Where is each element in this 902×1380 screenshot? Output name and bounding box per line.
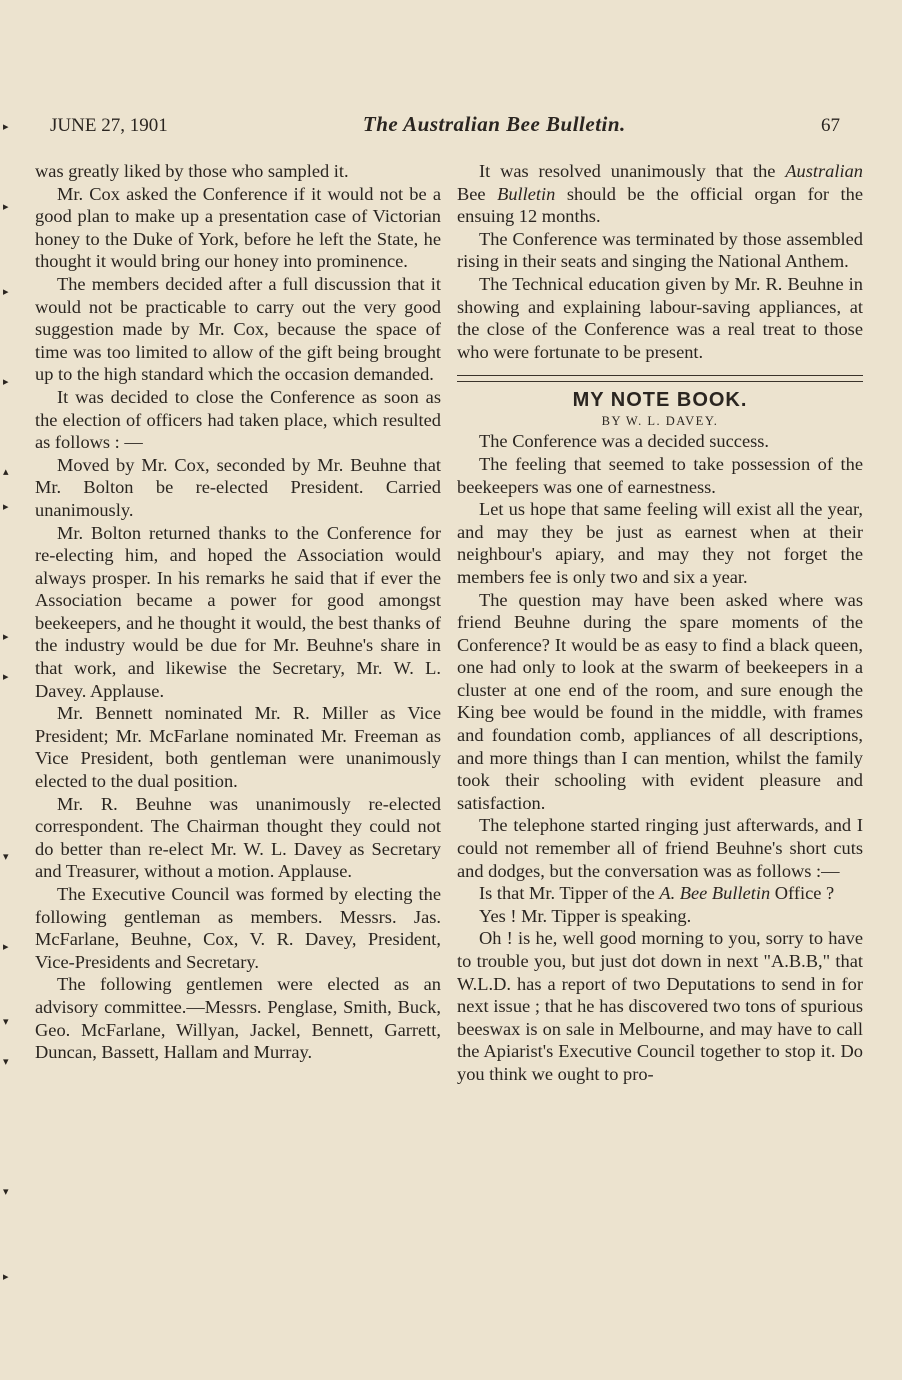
- margin-mark: ▸: [3, 201, 9, 213]
- margin-mark: ▸: [3, 671, 9, 683]
- paragraph: The Technical education given by Mr. R. Beuhne in showing and explaining labour-saving appliances, at the close of the Conference was a real treat to those who were fortunate to be present.: [457, 273, 863, 362]
- paragraph: [457, 160, 863, 228]
- margin-mark: ▸: [3, 631, 9, 643]
- paragraph: Mr. Cox asked the Conference if it would not be a good plan to make up a presentation case of Victorian honey to the Duke of York, before he left the State, he thought it would bring our honey into prominence.: [35, 183, 441, 272]
- paragraph: The telephone started ringing just afterwards, and I could not remember all of friend Beuhne's short cuts and dodges, but the conversation was as follows :—: [457, 815, 863, 881]
- margin-mark: ▾: [3, 1186, 9, 1198]
- paragraph: Moved by Mr. Cox, seconded by Mr. Beuhne that Mr. Bolton be re-elected President. Carried unanimously.: [35, 454, 441, 520]
- byline: BY W. L. DAVEY.: [601, 414, 719, 429]
- text-span: Office ?: [774, 883, 835, 904]
- paragraph: The following gentlemen were elected as an advisory committee.—Messrs. Penglase, Smith, Buck, Geo. McFarlane, Willyan, Jackel, Bennett, Garrett, Duncan, Bassett, Hallam and Murray.: [35, 974, 441, 1063]
- right-column: [457, 160, 863, 1086]
- paragraph: The Conference was a decided success.: [479, 431, 770, 452]
- header-page-number: 67: [820, 115, 840, 136]
- left-column: [35, 160, 441, 1064]
- margin-mark: ▾: [3, 851, 9, 863]
- text-span: Bee: [457, 183, 486, 204]
- italic-text: Bulletin: [497, 183, 556, 204]
- paragraph: The question may have been asked where was friend Beuhne during the spare moments of the Conference? It would be as easy to find a black queen, one had only to look at the swarm of beekeepers in a cluster at one end of the room, and sure enough the King bee would be found in the middle, with frames and foundation comb, appliances of all descriptions, and more things than I can mention, whilst the family took their schooling with evident pleasure and satisfaction.: [457, 589, 863, 813]
- italic-text: Australian: [785, 161, 863, 181]
- paragraph: was greatly liked by those who sampled it.: [35, 161, 349, 181]
- text-span: should be the official organ for the ensuing 12 months.: [457, 183, 863, 227]
- margin-mark: ▸: [3, 1271, 9, 1283]
- margin-mark: ▾: [3, 1016, 9, 1028]
- paragraph: Mr. Bennett nominated Mr. R. Miller as Vice President; Mr. McFarlane nominated Mr. Freeman as Vice President, both gentleman were unanimously elected to the dual position.: [35, 703, 441, 792]
- header-title: The Australian Bee Bulletin.: [362, 112, 626, 136]
- header-date: JUNE 27, 1901: [50, 115, 168, 136]
- paragraph: [457, 882, 863, 905]
- section-divider: [457, 375, 863, 382]
- margin-mark: ▸: [3, 376, 9, 388]
- italic-text: A. Bee Bulletin: [659, 883, 771, 904]
- margin-mark: ▸: [3, 941, 9, 953]
- margin-mark: ▾: [3, 1056, 9, 1068]
- paragraph: Oh ! is he, well good morning to you, sorry to have to trouble you, but just dot down in next "A.B.B," that W.L.D. has a report of two Deputations to send in for next issue ; that he has discovered two tons of spurious beeswax is on sale in Melbourne, and may have to call the Apiarist's Executive Council together to stop it. Do you think we ought to pro-: [457, 928, 863, 1084]
- paragraph: Let us hope that same feeling will exist all the year, and may they be just as earnest when at their neighbour's apiary, and may they not forget the members fee is only two and six a year.: [457, 499, 863, 587]
- paragraph: The members decided after a full discussion that it would not be practicable to carry out the very good suggestion made by Mr. Cox, because the space of time was too limited to allow of the gift being brought up to the high standard which the occasion demanded.: [35, 273, 441, 385]
- page-header: [50, 112, 840, 142]
- paragraph: The feeling that seemed to take possession of the beekeepers was one of earnestness.: [457, 453, 863, 497]
- margin-mark: ▸: [3, 501, 9, 513]
- text-span: Is that Mr. Tipper of the: [479, 883, 655, 904]
- binding-margin: [0, 110, 18, 1370]
- paragraph: Mr. R. Beuhne was unanimously re-elected correspondent. The Chairman thought they could not do better than re-elect Mr. W. L. Davey as Secretary and Treasurer, without a motion. Applause.: [35, 793, 441, 882]
- paragraph: It was decided to close the Conference as soon as the election of officers had taken place, which resulted as follows : —: [35, 386, 441, 453]
- section-title: MY NOTE BOOK.: [572, 389, 748, 412]
- paragraph: Yes ! Mr. Tipper is speaking.: [479, 905, 692, 926]
- margin-mark: ▴: [3, 466, 9, 478]
- paragraph: Mr. Bolton returned thanks to the Conference for re-electing him, and hoped the Association would always prosper. In his remarks he said that if ever the Association became a power for good amongst beekeepers, and he thought it would, the best thanks of the industry would be due for Mr. Beuhne's share in that work, and likewise the Secretary, Mr. W. L. Davey. Applause.: [35, 522, 441, 701]
- text-span: It was resolved unanimously that the: [479, 161, 776, 181]
- paragraph: The Executive Council was formed by electing the following gentleman as members. Messrs. Jas. McFarlane, Beuhne, Cox, V. R. Davey, President, Vice-Presidents and Secretary.: [35, 884, 441, 972]
- margin-mark: ▸: [3, 121, 9, 133]
- margin-mark: ▸: [3, 286, 9, 298]
- paragraph: The Conference was terminated by those assembled rising in their seats and singing the National Anthem.: [457, 228, 863, 272]
